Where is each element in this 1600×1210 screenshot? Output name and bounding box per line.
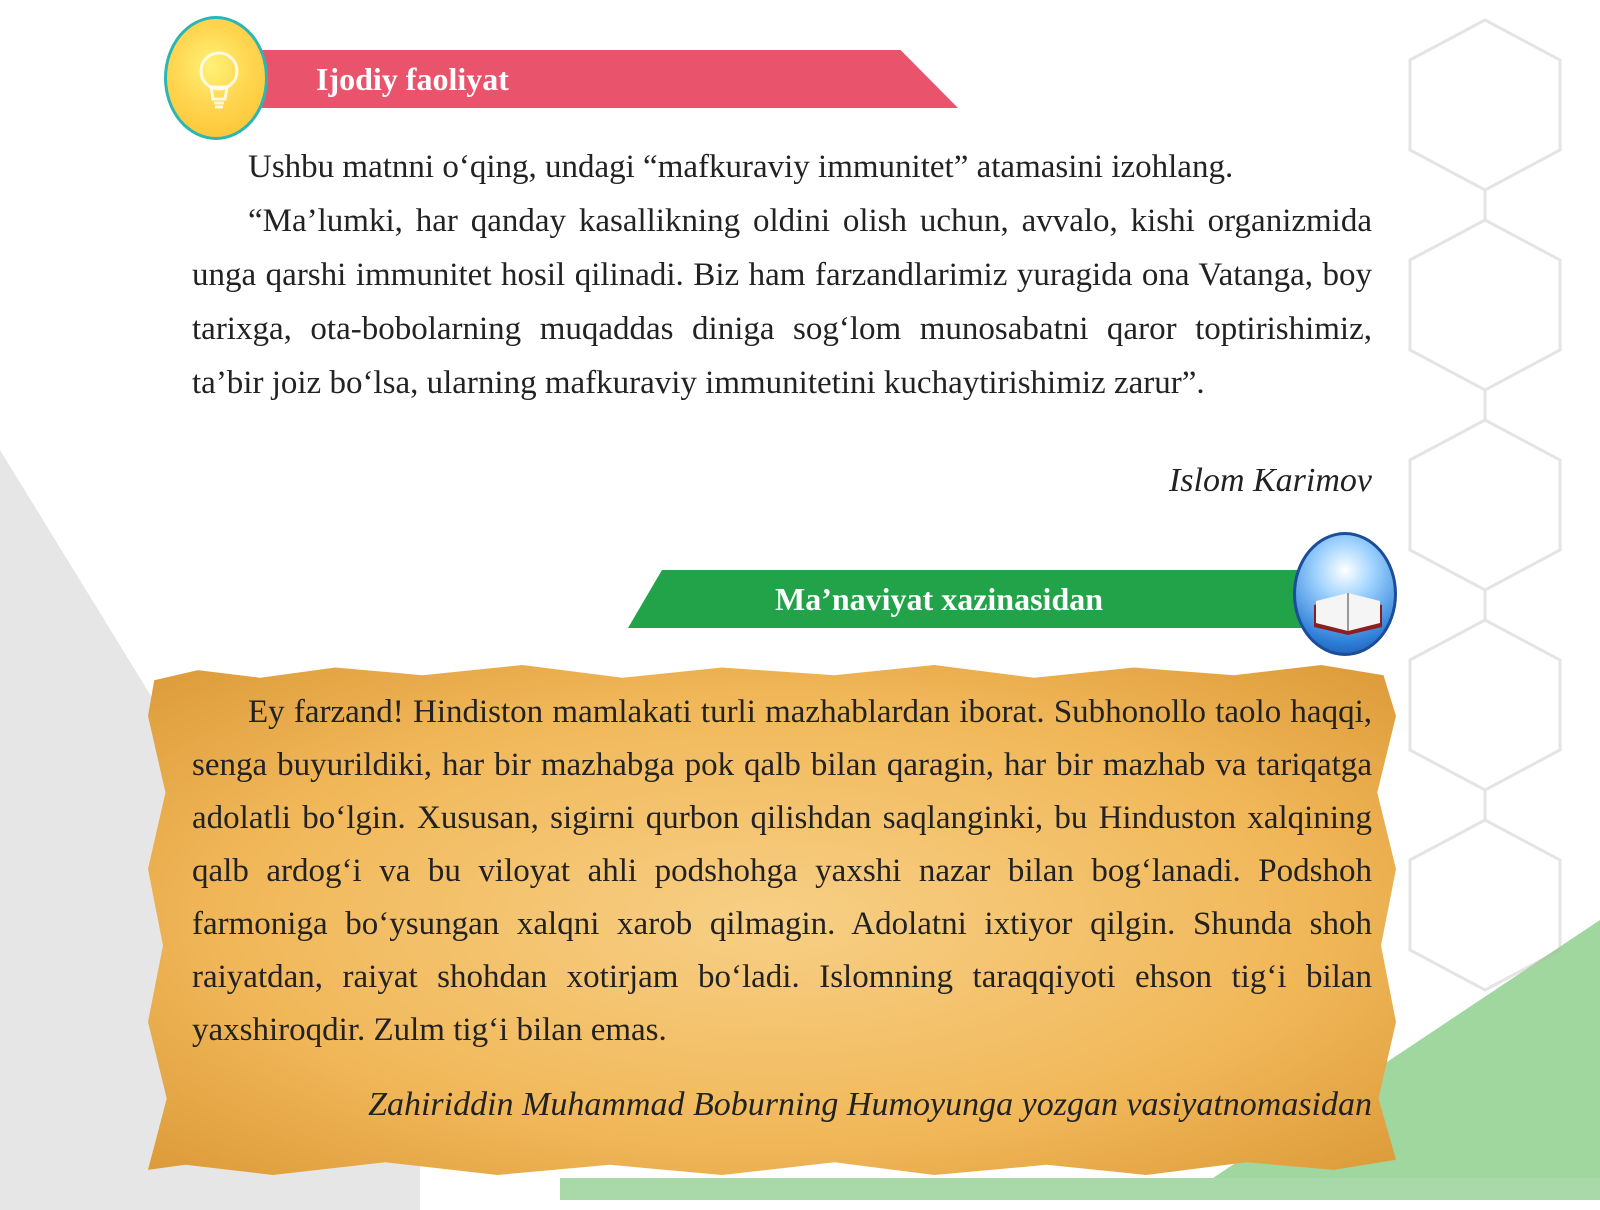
background-pattern	[1370, 0, 1600, 1000]
testament-source: Zahiriddin Muhammad Boburning Humoyunga yozgan vasiyatnomasidan	[368, 1086, 1372, 1123]
section-title-treasury: Ma’naviyat xazinasidan	[775, 581, 1104, 617]
background-green-strip	[560, 1178, 1600, 1200]
lightbulb-badge	[164, 16, 268, 140]
testament-text: Ey farzand! Hindiston mamlakati turli mazhablardan iborat. Subhonollo taolo haqqi, senga buyurildiki, har bir mazhabga pok qalb bilan qaragin, har bir mazhab va tariqatga adolatli bo‘lgin. Xususan, sigirni qurbon qilishdan saqlanginki, bu Hinduston xalqining qalb ardog‘i va bu viloyat ahli podshohga yaxshi nazar bilan bog‘lanadi. Podshoh farmoniga bo‘ysungan xalqni xarob qilmagin. Adolatni ixtiyor qilgin. Shunda shoh raiyatdan, raiyat shohdan xotirjam bo‘ladi. Islomning taraqqiyoti ehson tig‘i bilan yaxshiroqdir. Zulm tig‘i bilan emas.	[192, 694, 1372, 1048]
quote-author: Islom Karimov	[1168, 462, 1372, 499]
testament-text-block	[192, 686, 1372, 1057]
section-title-creative: Ijodiy faoliyat	[316, 61, 509, 97]
quote-text: “Ma’lumki, har qanday kasallikning oldini olish uchun, avvalo, kishi organizmida unga qarshi immunitet hosil qilinadi. Biz ham farzandlarimiz yuragida ona Vatanga, boy tarixga, ota-bobolarning muqaddas diniga sog‘lom munosabatni qaror toptirishimiz, ta’bir joiz bo‘lsa, ularning mafkuraviy immunitetini kuchaytirishimiz zarur”.	[192, 203, 1372, 401]
book-icon	[1310, 587, 1386, 639]
lightbulb-icon	[193, 49, 245, 113]
instruction-text: Ushbu matnni o‘qing, undagi “mafkuraviy immunitet” atamasini izohlang.	[248, 149, 1234, 185]
creative-text	[192, 140, 1372, 410]
book-badge	[1293, 532, 1397, 656]
